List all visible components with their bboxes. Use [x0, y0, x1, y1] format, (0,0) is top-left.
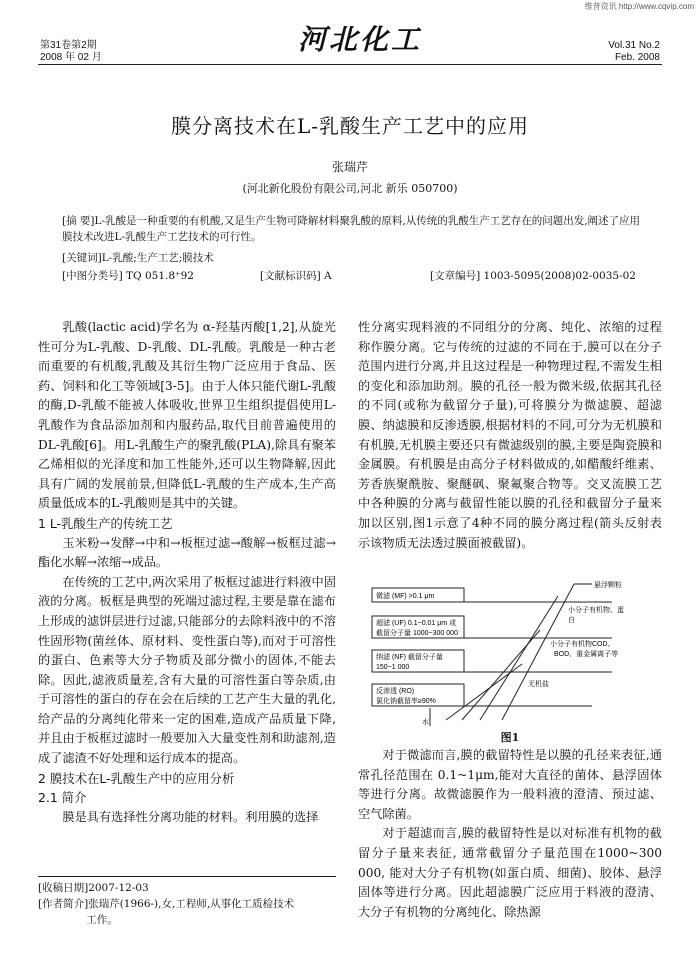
intro-paragraph: 乳酸(lactic acid)学名为 α-羟基丙酸[1,2],从旋光性可分为L-乳酸、D-乳酸、DL-乳酸。乳酸是一种古老而重要的有机酸,乳酸及其衍生物广泛应用于食品、医药、饲料和化工等领域[3-5]。由于人体只能代谢L-乳酸的酶,D-乳酸不能被人体吸收,世界卫生组织提倡使用L-乳酸作为食品添加剂和内服药品,取代目前普遍使用的DL-乳酸[6]。用L-乳酸生产的聚乳酸(PLA),除具有聚苯乙烯相似的光泽度和加工性能外,还可以生物降解,因此具有广阔的发展前景,但降低L-乳酸的生产成本,生产高质量低成本的L-乳酸则是其中的关键。 [38, 320, 336, 511]
section-heading-2: 2 膜技术在L-乳酸生产中的应用分析 [38, 770, 235, 786]
paper-title: 膜分离技术在L-乳酸生产工艺中的应用 [170, 114, 530, 138]
membrane-intro-paragraph: 膜是具有选择性分离功能的材料。利用膜的选择 [62, 809, 319, 824]
figure-caption: 图1 [500, 731, 520, 744]
issue-date: 2008 年 02 月 [40, 52, 102, 63]
issue-volume: 第31卷第2期 [40, 40, 97, 51]
subsection-heading-2-1: 2.1 简介 [38, 790, 87, 806]
document-code: [文献标识码] A [260, 270, 332, 282]
membrane-separation-figure [362, 580, 662, 728]
small-organics-label-b: 白 [568, 617, 575, 624]
header-rule [38, 64, 662, 65]
affiliation: (河北新化股份有限公司,河北 新乐 050700) [242, 182, 458, 195]
footnote [38, 880, 336, 928]
watermark: 维普资讯 http://www.cqvip.com [584, 2, 694, 11]
microfiltration-paragraph: 对于微滤而言,膜的截留特性是以膜的孔径来表征,通常孔径范围在 0.1~1μm,能对大直径的菌体、悬浮固体等进行分离。故微滤膜作为一般料液的澄清、预过滤、空气除菌。 [358, 748, 662, 821]
nf-label-a: 纳滤 (NF) 截留分子量 [376, 654, 443, 661]
right-column-bottom [358, 746, 662, 922]
right-column-top [358, 318, 662, 553]
abstract: [摘 要]L-乳酸是一种重要的有机酸,又是生产生物可降解材料聚乳酸的原料,从传统的乳酸生产工艺存在的问题出发,阐述了应用膜技术改进L-乳酸生产工艺技术的可行性。 [62, 215, 641, 243]
journal-logo: 河北化工 [298, 23, 423, 56]
uf-label-b: 截留分子量 1000~300 000 [376, 630, 458, 637]
issue-date-en: Feb. 2008 [614, 52, 660, 63]
keywords: [关键词]L-乳酸;生产工艺;膜技术 [62, 252, 214, 264]
author-bio-continued: 工作。 [86, 914, 118, 926]
ro-label-a: 反渗透 (RO) [376, 688, 415, 695]
cod-label-b: BOD、重金属离子等 [554, 651, 619, 658]
nf-label-b: 150~1 000 [376, 664, 410, 671]
suspended-particles-label: 悬浮颗粒 [594, 582, 622, 589]
author: 张瑞芹 [331, 160, 368, 174]
left-column [38, 318, 336, 827]
received-date: [收稿日期]2007-12-03 [38, 882, 149, 894]
issue-volume-en: Vol.31 No.2 [608, 40, 660, 51]
author-bio: [作者简介]张瑞芹(1966-),女,工程师,从事化工质检技术 [38, 898, 295, 910]
mf-label: 微滤 (MF) >0.1 μm [376, 593, 435, 600]
arrow-organics [480, 596, 558, 720]
ro-label-b: 氯化钠截留率≥90% [376, 698, 436, 705]
ultrafiltration-paragraph: 对于超滤而言,膜的截留特性是以对标准有机物的截留分子量来表征, 通常截留分子量范围在1000~300 000, 能对大分子有机物(如蛋白质、细菌)、胶体、悬浮固体等进行分离。因此超滤膜广泛应用于料液的澄清、大分子有机物的分离纯化、除热源 [358, 826, 662, 919]
footnote-rule [38, 876, 336, 877]
article-number: [文章编号] 1003-5095(2008)02-0035-02 [430, 270, 636, 282]
water-label: 水 [422, 719, 429, 726]
uf-label-a: 超滤 (UF) 0.1~0.01 μm 或 [376, 620, 457, 627]
membrane-classes-paragraph: 性分离实现料液的不同组分的分离、纯化、浓缩的过程称作膜分离。它与传统的过滤的不同在于,膜可以在分子范围内进行分离,并且这过程是一种物理过程,不需发生相的变化和添加助剂。膜的孔径一般为微米级,依据其孔径的不同(或称为截留分子量),可将膜分为微滤膜、超滤膜、纳滤膜和反渗透膜,根据材料的不同,可分为无机膜和有机膜,无机膜主要还只有微滤级别的膜,主要是陶瓷膜和金属膜。有机膜是由高分子材料做成的,如醋酸纤维素、芳香族聚酰胺、聚醚砜、聚氟聚合物等。交叉流膜工艺中各种膜的分离与截留性能以膜的孔径和截留分子量来加以区别,图1示意了4种不同的膜分离过程(箭头反射表示该物质无法透过膜面被截留)。 [358, 320, 662, 550]
process-flow: 玉米粉→发酵→中和→板框过滤→酸解→板框过滤→酯化水解→浓缩→成品。 [38, 535, 336, 570]
traditional-process-paragraph: 在传统的工艺中,两次采用了板框过滤进行料液中固液的分离。板框是典型的死端过滤过程,主要是靠在滤布上形成的滤饼层进行过滤,只能部分的去除料液中的不溶性固形物(菌丝体、原材料、变性蛋白等),而对于可溶性的蛋白、色素等大分子物质及部分微小的固体,不能去除。因此,滤液质量差,含有大量的可溶性蛋白等杂质,由于可溶性的蛋白的存在会在后续的工艺产生大量的乳化,给产品的分离纯化带来一定的困难,造成产品质量下降,并且由于板框过滤时一般要加入大量变性剂和助滤剂,造成了滤渣不好处理和运行成本的提高。 [38, 574, 336, 766]
small-organics-label-a: 小分子有机物、蛋 [568, 607, 624, 614]
class-number: [中图分类号] TQ 051.8⁺92 [62, 270, 194, 282]
cod-label-a: 小分子有机物COD、 [550, 641, 615, 648]
section-heading-1: 1 L-乳酸生产的传统工艺 [38, 515, 173, 531]
inorganic-salts-label: 无机盐 [528, 681, 549, 688]
